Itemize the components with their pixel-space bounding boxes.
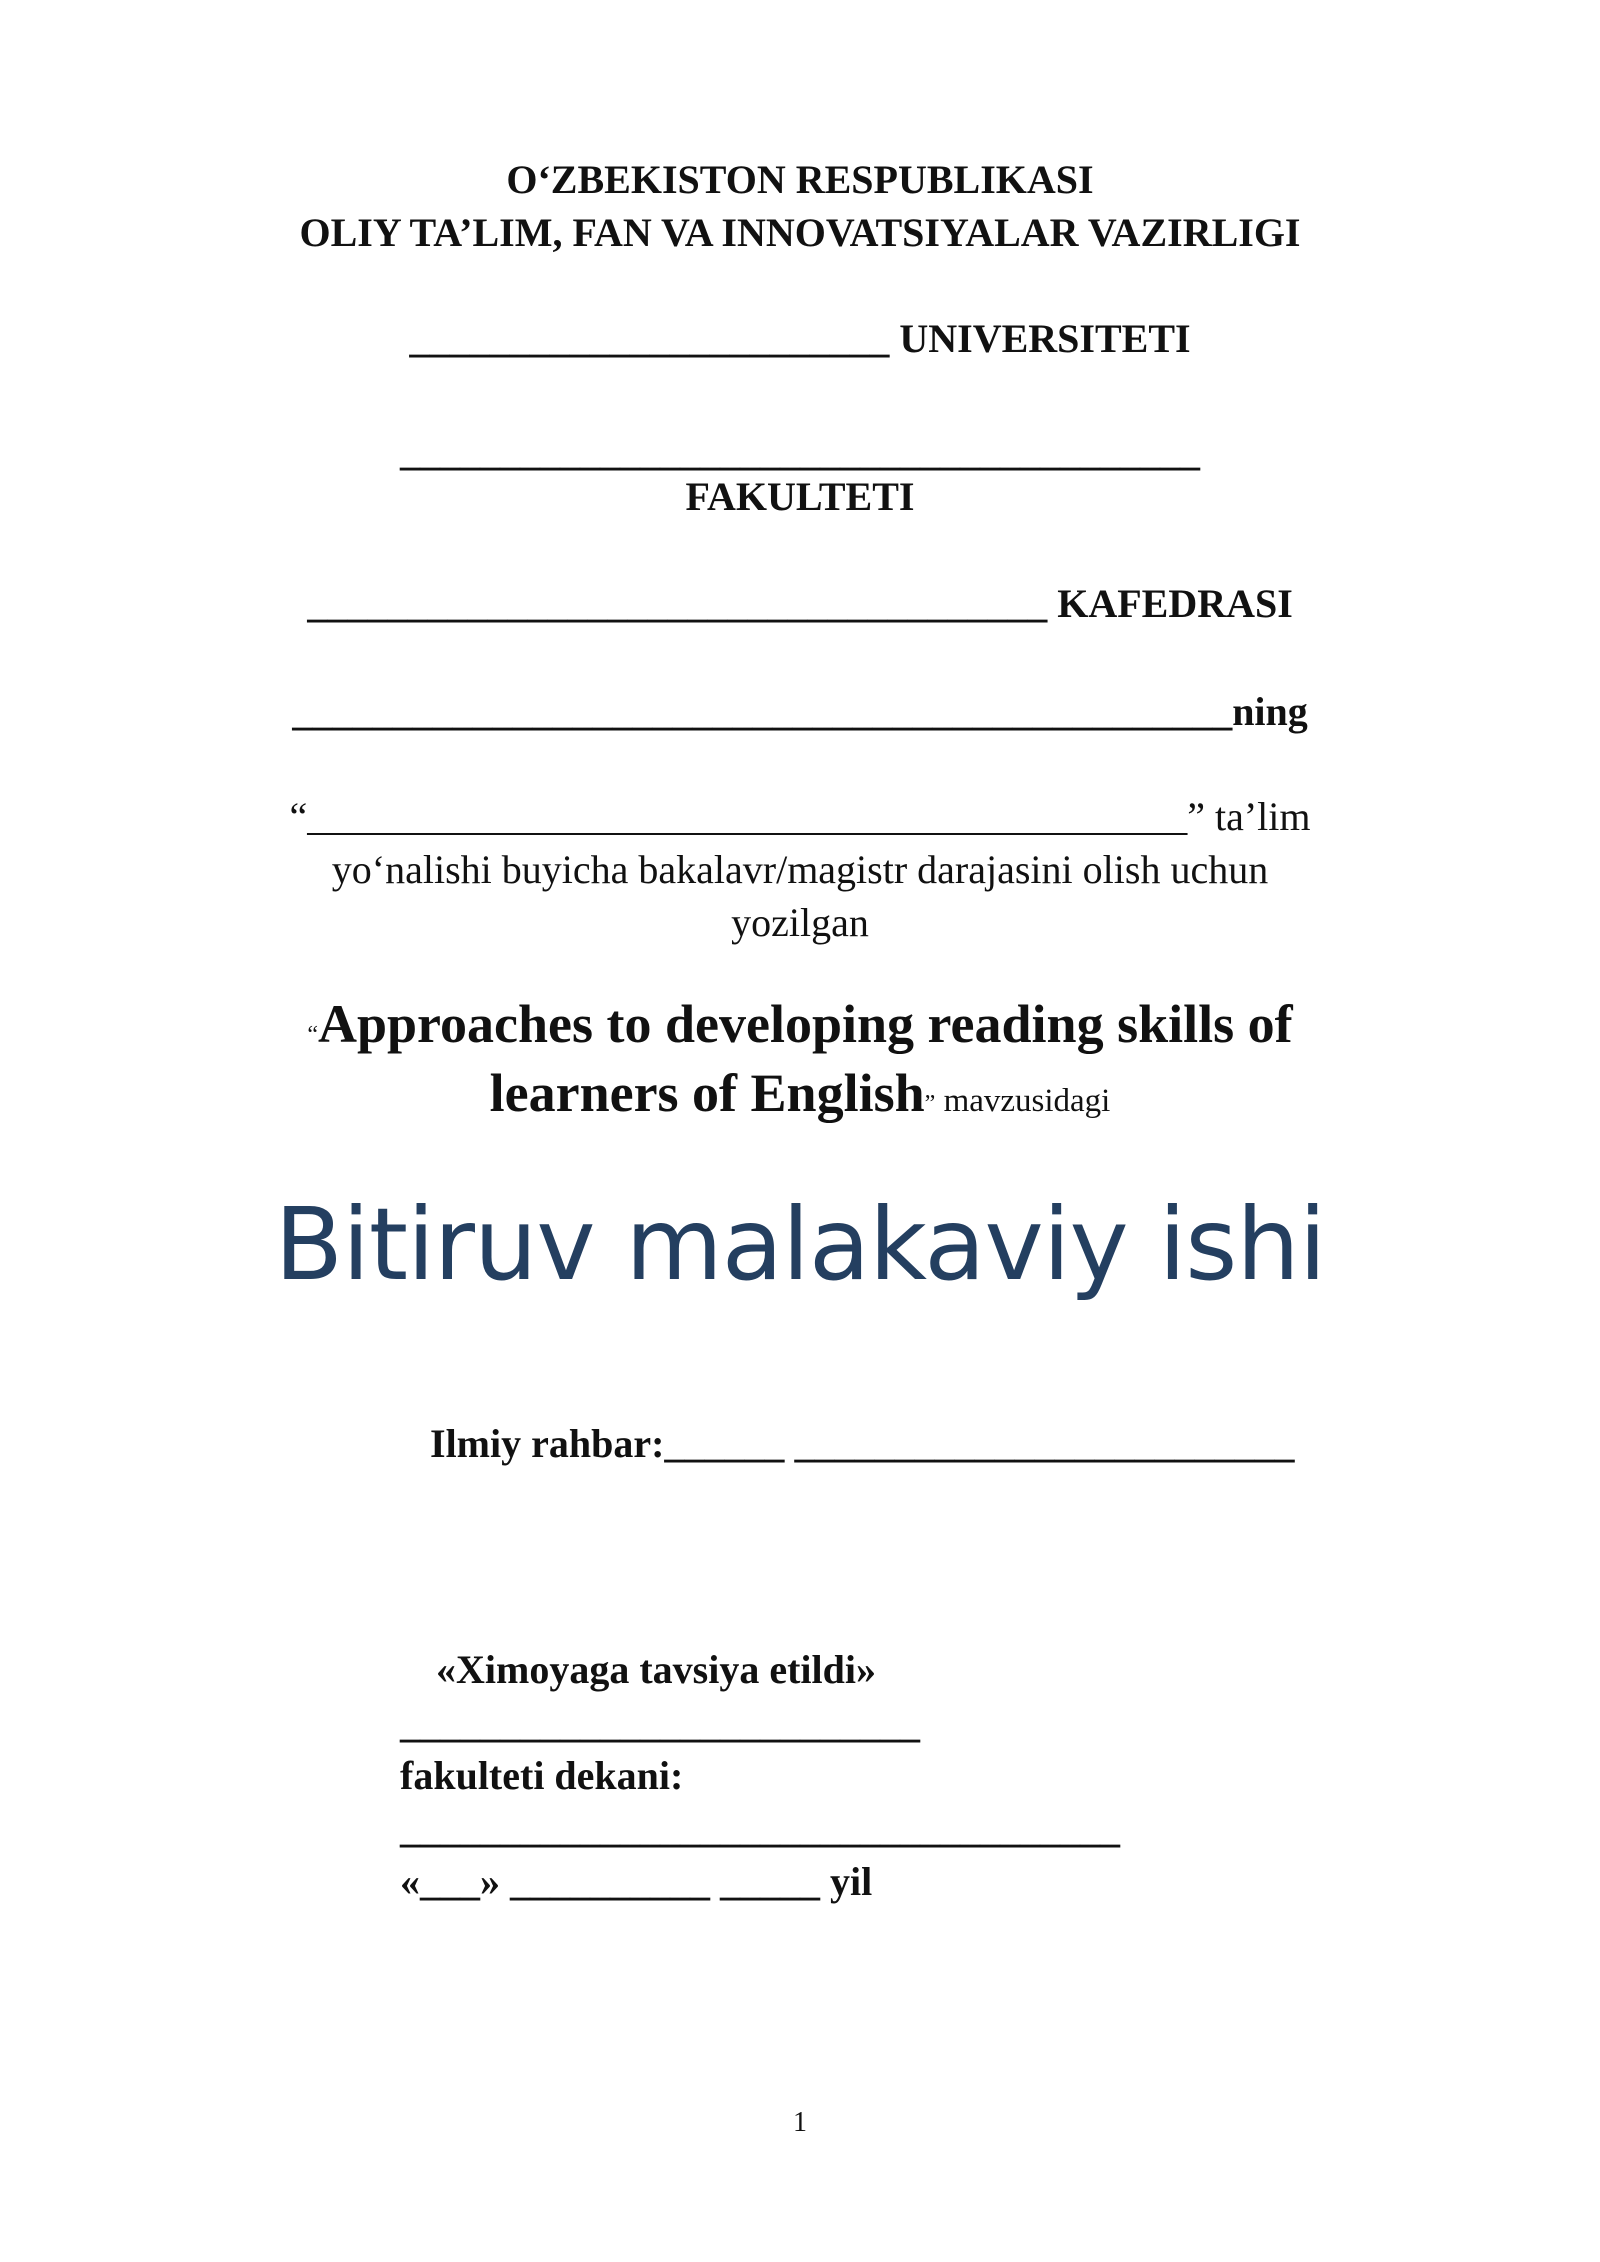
defense-blank-2: ____________________________________ [400,1806,1120,1851]
university-blank: ________________________ [409,316,890,361]
university-line [0,315,1600,362]
direction-line-3: yozilgan [731,900,869,945]
topic-suffix: mavzusidagi [935,1083,1111,1119]
topic-title-part-2: learners of English [489,1063,925,1123]
defense-blank-1: __________________________ [400,1701,920,1746]
student-suffix: ning [1232,689,1308,734]
faculty-label: FAKULTETI [685,474,915,519]
university-label: UNIVERSITETI [889,316,1191,361]
supervisor-line [430,1420,1294,1467]
topic-line-1 [0,993,1600,1055]
student-blank: _______________________________________________ [292,689,1233,734]
direction-open-quote: “ [289,794,308,839]
defense-date-line: «___» __________ _____ yil [400,1859,873,1904]
direction-line-1 [0,793,1600,840]
topic-line-2 [0,1062,1600,1124]
supervisor-label: Ilmiy rahbar:______ [430,1421,795,1466]
faculty-blank: ________________________________________ [400,429,1200,474]
topic-title-part-1: Approaches to developing reading skills of [318,994,1293,1054]
defense-recommended: «Ximoyaga tavsiya etildi» [436,1647,876,1692]
dean-label: fakulteti dekani: [400,1753,684,1798]
direction-close: ” ta’lim [1187,794,1311,839]
direction-line-2: yo‘nalishi buyicha bakalavr/magistr darajasini olish uchun [331,847,1269,892]
topic-close-quote: ” [924,1091,936,1117]
student-line [0,688,1600,735]
page-number: 1 [793,2107,807,2138]
supervisor-blank: _________________________ [794,1421,1295,1466]
department-blank: _____________________________________ [307,581,1048,626]
department-line [0,580,1600,627]
direction-blank: ____________________________________________ [307,794,1188,839]
document-type-title: Bitiruv malakaviy ishi [274,1186,1326,1303]
topic-open-quote: “ [307,1022,318,1048]
department-label: KAFEDRASI [1047,581,1293,626]
republic-heading: O‘ZBEKISTON RESPUBLIKASI [506,157,1094,202]
ministry-heading: OLIY TA’LIM, FAN VA INNOVATSIYALAR VAZIRLIGI [299,210,1301,255]
